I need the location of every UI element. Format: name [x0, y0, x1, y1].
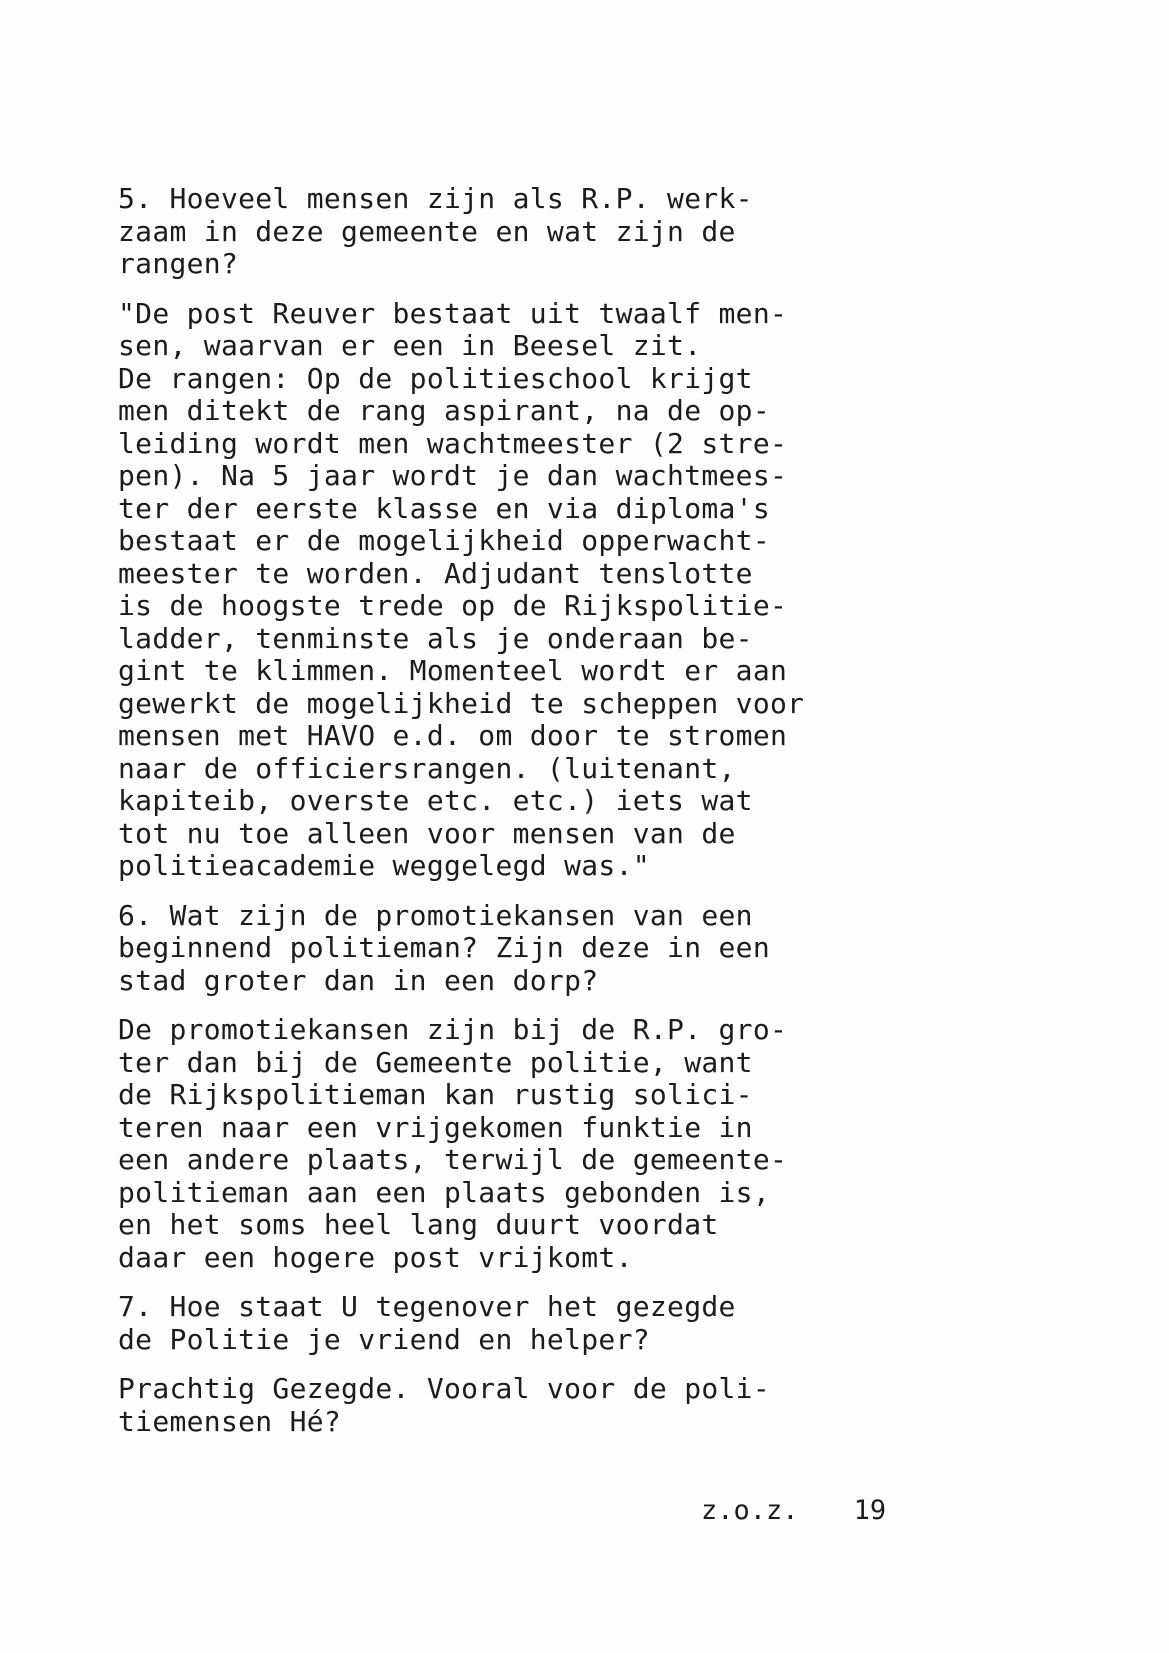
text-line: "De post Reuver bestaat uit twaalf men-	[118, 296, 788, 330]
question-paragraph	[118, 900, 918, 998]
text-line: een andere plaats, terwijl de gemeente-	[118, 1143, 788, 1176]
text-line: politieman aan een plaats gebonden is,	[118, 1175, 770, 1209]
page-number: 19	[853, 1495, 887, 1526]
text-line: men ditekt de rang aspirant, na de op-	[118, 394, 770, 427]
answer-paragraph	[118, 1373, 918, 1438]
answer-paragraph	[118, 1014, 918, 1274]
text-line: pen). Na 5 jaar wordt je dan wachtmees-	[118, 459, 788, 492]
question-paragraph	[118, 183, 918, 281]
text-line: tot nu toe alleen voor mensen van de	[118, 816, 736, 850]
text-line: de Rijkspolitieman kan rustig solici-	[118, 1078, 753, 1111]
text-line: politieacademie weggelegd was."	[118, 849, 650, 882]
text-line: bestaat er de mogelijkheid opperwacht-	[118, 524, 770, 557]
turn-over-note: z.o.z.	[701, 1495, 799, 1526]
text-line: stad groter dan in een dorp?	[118, 963, 599, 997]
text-line: sen, waarvan er een in Beesel zit.	[118, 329, 702, 362]
text-line: tiemensen Hé?	[118, 1404, 342, 1438]
text-line: en het soms heel lang duurt voordat	[118, 1208, 719, 1241]
text-line: naar de officiersrangen. (luitenant,	[118, 751, 736, 785]
text-line: is de hoogste trede op de Rijkspolitie-	[118, 589, 788, 622]
text-line: daar een hogere post vrijkomt.	[118, 1240, 633, 1274]
text-line: ladder, tenminste als je onderaan be-	[118, 621, 753, 655]
text-line: ter der eerste klasse en via diploma's	[118, 491, 770, 525]
text-line: 7. Hoe staat U tegenover het gezegde	[118, 1290, 736, 1323]
text-line: gewerkt de mogelijkheid te scheppen voor	[118, 686, 805, 720]
text-line: teren naar een vrijgekomen funktie in	[118, 1110, 753, 1144]
text-line: meester te worden. Adjudant tenslotte	[118, 556, 753, 590]
text-line: beginnend politieman? Zijn deze in een	[118, 931, 770, 964]
text-line: De promotiekansen zijn bij de R.P. gro-	[118, 1013, 788, 1046]
text-line: mensen met HAVO e.d. om door te stromen	[118, 719, 788, 752]
question-paragraph	[118, 1291, 918, 1356]
text-line: rangen?	[118, 247, 239, 280]
text-line: leiding wordt men wachtmeester (2 stre-	[118, 426, 788, 460]
text-line: kapiteib, overste etc. etc.) iets wat	[118, 784, 753, 817]
text-line: 6. Wat zijn de promotiekansen van een	[118, 898, 753, 932]
text-line: Prachtig Gezegde. Vooral voor de poli-	[118, 1372, 770, 1405]
text-line: De rangen: Op de politieschool krijgt	[118, 361, 753, 395]
page-footer	[636, 1464, 886, 1557]
text-line: gint te klimmen. Momenteel wordt er aan	[118, 654, 788, 687]
text-line: zaam in deze gemeente en wat zijn de	[118, 214, 736, 248]
text-line: de Politie je vriend en helper?	[118, 1322, 650, 1356]
text-line: ter dan bij de Gemeente politie, want	[118, 1045, 753, 1079]
interview-text	[118, 183, 918, 1455]
answer-paragraph	[118, 298, 918, 883]
text-line: 5. Hoeveel mensen zijn als R.P. werk-	[118, 182, 753, 215]
